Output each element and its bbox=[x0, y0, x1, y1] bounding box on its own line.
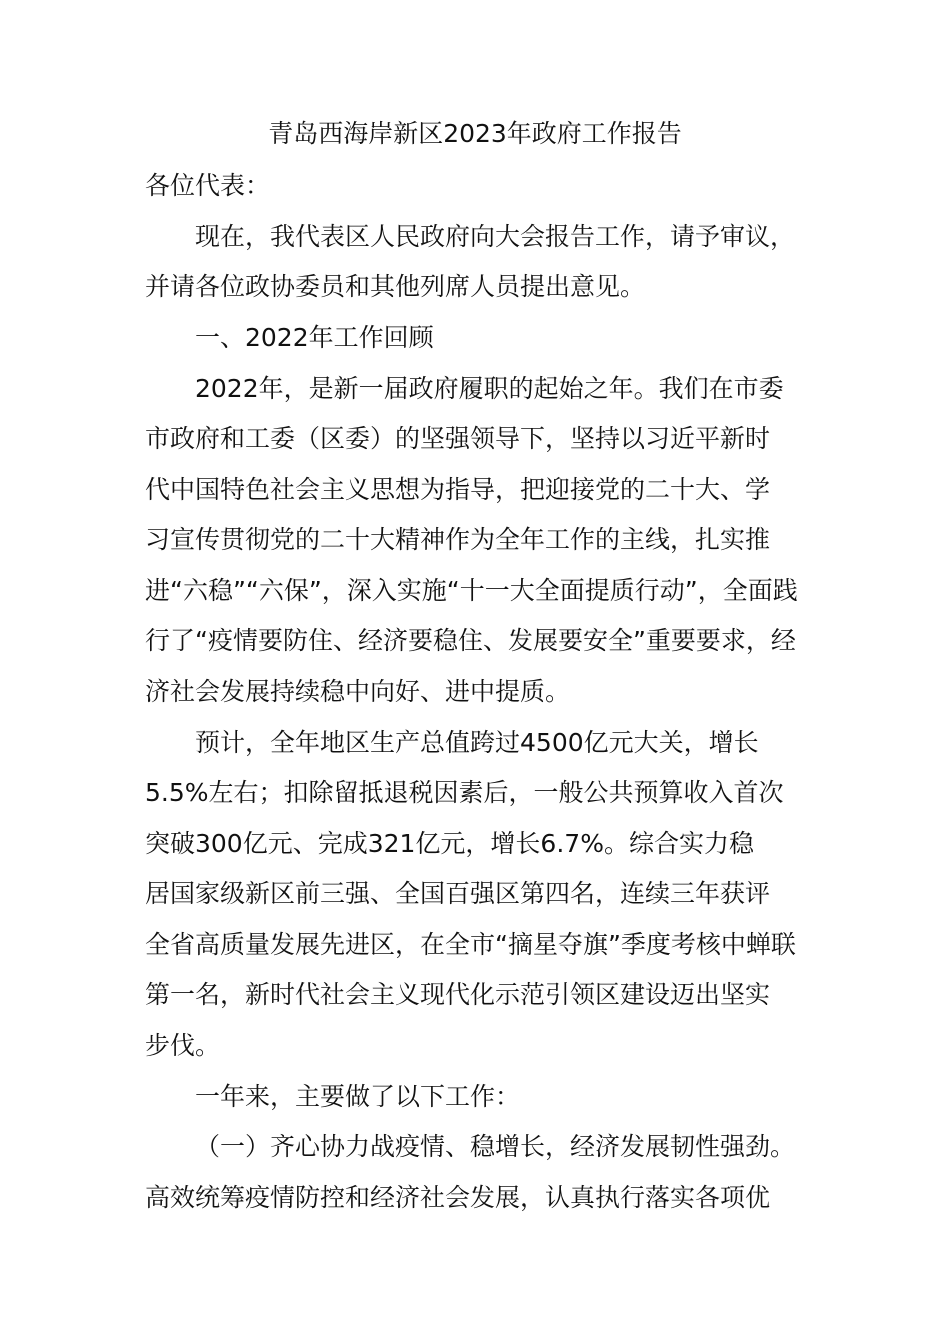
paragraph-line: 突破300亿元、完成321亿元，增长6.7%。综合实力稳 bbox=[145, 829, 754, 858]
paragraph-line: 2022年，是新一届政府履职的起始之年。我们在市委 bbox=[195, 374, 784, 403]
paragraph-line: 进“六稳”“六保”，深入实施“十一大全面提质行动”，全面践 bbox=[145, 576, 798, 605]
paragraph-line: 济社会发展持续稳中向好、进中提质。 bbox=[145, 677, 571, 706]
paragraph-line: 第一名，新时代社会主义现代化示范引领区建设迈出坚实 bbox=[145, 980, 771, 1009]
section-heading: 一、2022年工作回顾 bbox=[195, 323, 434, 352]
salutation: 各位代表： bbox=[145, 171, 271, 200]
paragraph-line: 步伐。 bbox=[145, 1031, 221, 1060]
paragraph-line: 5.5%左右；扣除留抵退税因素后，一般公共预算收入首次 bbox=[145, 778, 784, 807]
paragraph-line: 代中国特色社会主义思想为指导，把迎接党的二十大、学 bbox=[145, 475, 771, 504]
paragraph-line: 全省高质量发展先进区，在全市“摘星夺旗”季度考核中蝉联 bbox=[145, 930, 796, 959]
paragraph-line: 行了“疫情要防住、经济要稳住、发展要安全”重要要求，经 bbox=[145, 626, 796, 655]
document-title: 青岛西海岸新区2023年政府工作报告 bbox=[268, 119, 682, 148]
paragraph-line: 并请各位政协委员和其他列席人员提出意见。 bbox=[145, 272, 646, 301]
subsection-heading: （一）齐心协力战疫情、稳增长，经济发展韧性强劲。 bbox=[195, 1132, 796, 1161]
paragraph-line: 现在，我代表区人民政府向大会报告工作，请予审议， bbox=[195, 222, 796, 251]
paragraph-line: 市政府和工委（区委）的坚强领导下，坚持以习近平新时 bbox=[145, 424, 771, 453]
paragraph-line: 预计，全年地区生产总值跨过4500亿元大关，增长 bbox=[195, 728, 759, 757]
paragraph-line: 一年来，主要做了以下工作： bbox=[195, 1082, 521, 1111]
paragraph-line: 习宣传贯彻党的二十大精神作为全年工作的主线，扎实推 bbox=[145, 525, 771, 554]
paragraph-line: 高效统筹疫情防控和经济社会发展，认真执行落实各项优 bbox=[145, 1183, 771, 1212]
paragraph-line: 居国家级新区前三强、全国百强区第四名，连续三年获评 bbox=[145, 879, 771, 908]
